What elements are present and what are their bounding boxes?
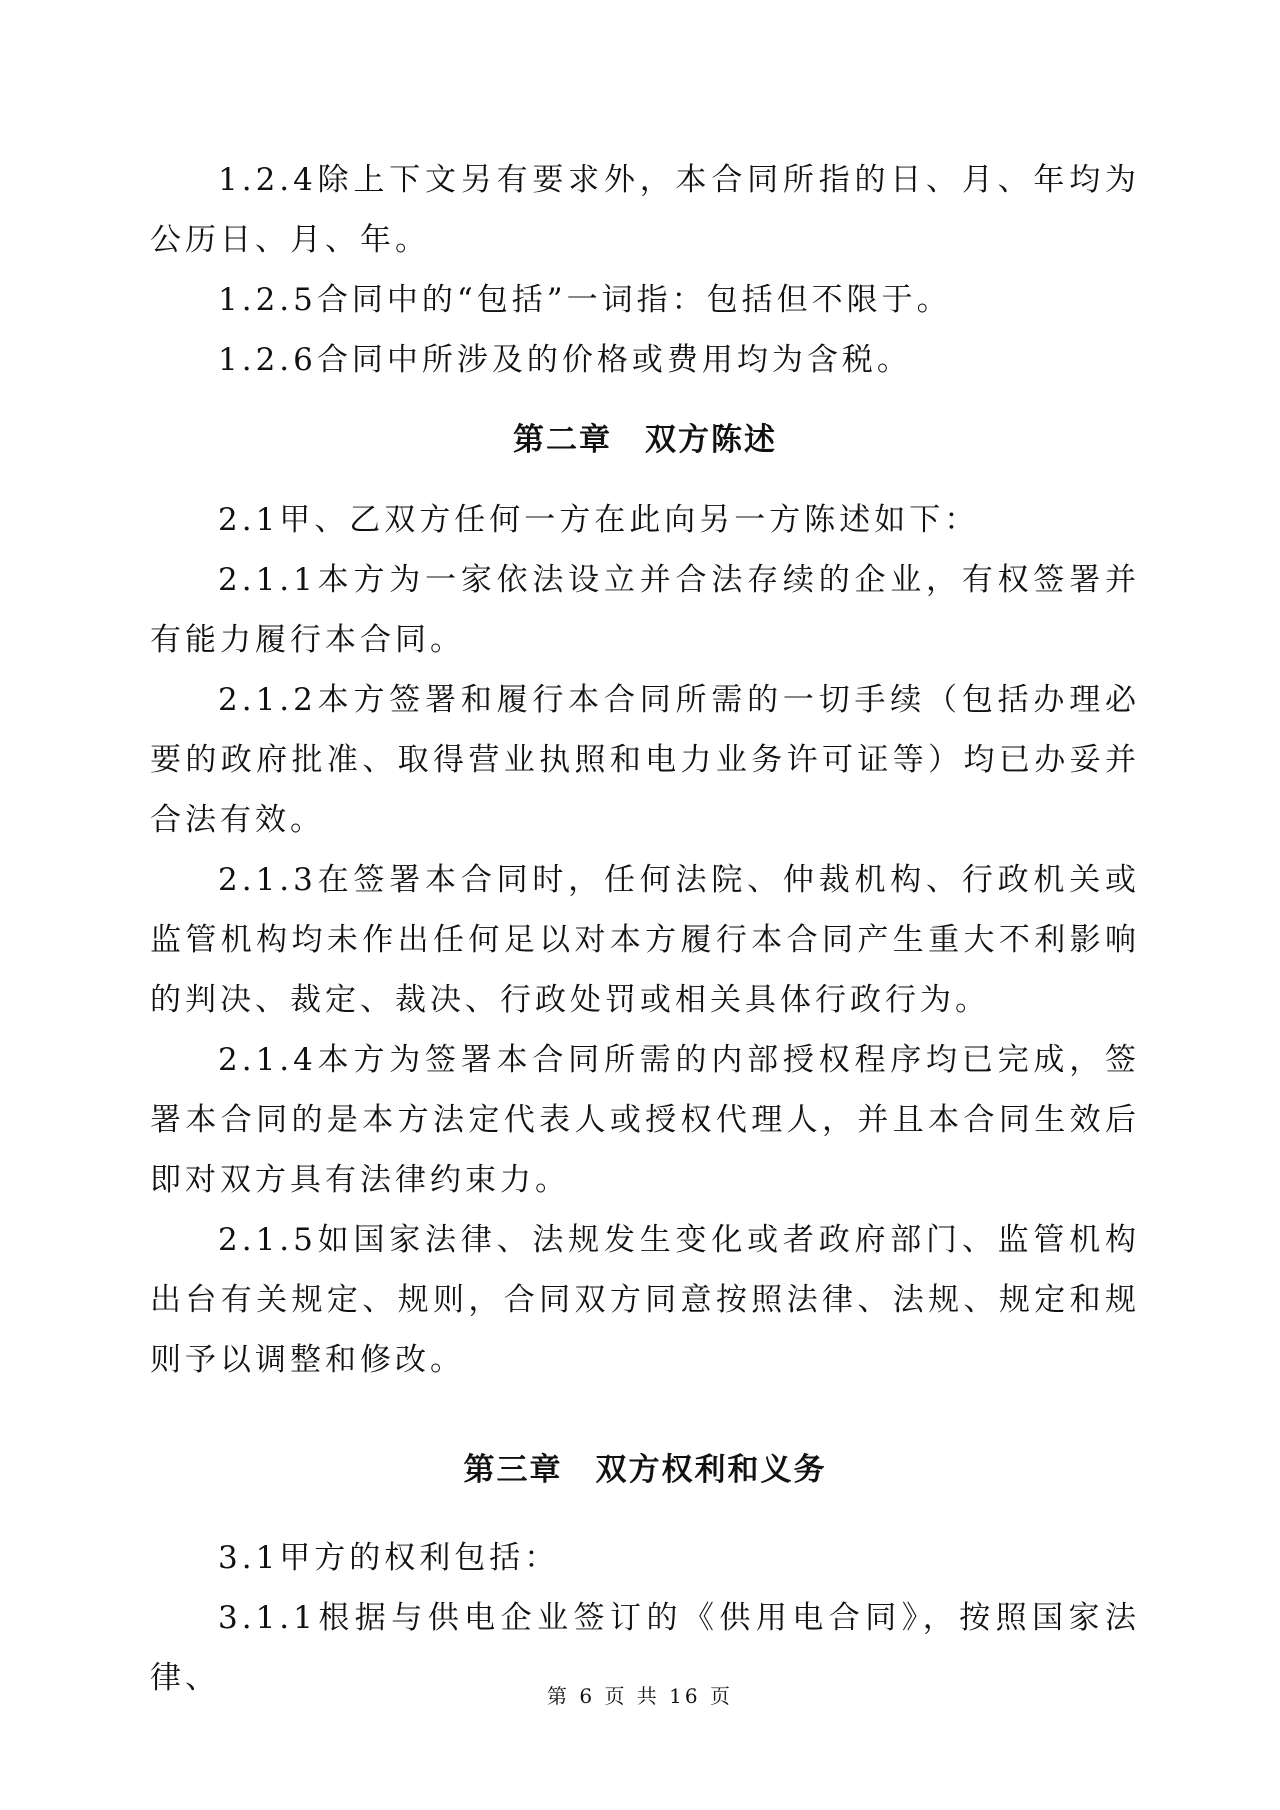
paragraph-2-1-3: 2.1.3在签署本合同时，任何法院、仲裁机构、行政机关或监管机构均未作出任何足以对本方履行本合同产生重大不利影响的判决、裁定、裁决、行政处罚或相关具体行政行为。 xyxy=(150,862,1140,1018)
paragraph-3-1: 3.1甲方的权利包括： xyxy=(218,1540,560,1576)
paragraph-1-2-5: 1.2.5合同中的“包括”一词指：包括但不限于。 xyxy=(218,282,952,318)
paragraph-2-1: 2.1甲、乙双方任何一方在此向另一方陈述如下： xyxy=(218,502,980,538)
chapter-2-heading: 第二章 双方陈述 xyxy=(513,422,777,458)
paragraph-2-1-5: 2.1.5如国家法律、法规发生变化或者政府部门、监管机构出台有关规定、规则，合同双方同意按照法律、法规、规定和规则予以调整和修改。 xyxy=(150,1222,1140,1378)
paragraph-2-1-2: 2.1.2本方签署和履行本合同所需的一切手续（包括办理必要的政府批准、取得营业执照和电力业务许可证等）均已办妥并合法有效。 xyxy=(150,682,1140,838)
chapter-3-heading: 第三章 双方权利和义务 xyxy=(463,1452,827,1488)
page-number-footer: 第 6 页 共 16 页 xyxy=(547,1684,733,1708)
document-body xyxy=(150,150,1140,1708)
paragraph-1-2-4: 1.2.4除上下文另有要求外，本合同所指的日、月、年均为公历日、月、年。 xyxy=(150,162,1140,258)
paragraph-2-1-4: 2.1.4本方为签署本合同所需的内部授权程序均已完成，签署本合同的是本方法定代表人或授权代理人，并且本合同生效后即对双方具有法律约束力。 xyxy=(150,1042,1140,1198)
paragraph-1-2-6: 1.2.6合同中所涉及的价格或费用均为含税。 xyxy=(218,342,912,378)
paragraph-2-1-1: 2.1.1本方为一家依法设立并合法存续的企业，有权签署并有能力履行本合同。 xyxy=(150,562,1140,658)
paragraph-3-1-1: 3.1.1根据与供电企业签订的《供用电合同》，按照国家法律、 xyxy=(150,1600,1140,1696)
